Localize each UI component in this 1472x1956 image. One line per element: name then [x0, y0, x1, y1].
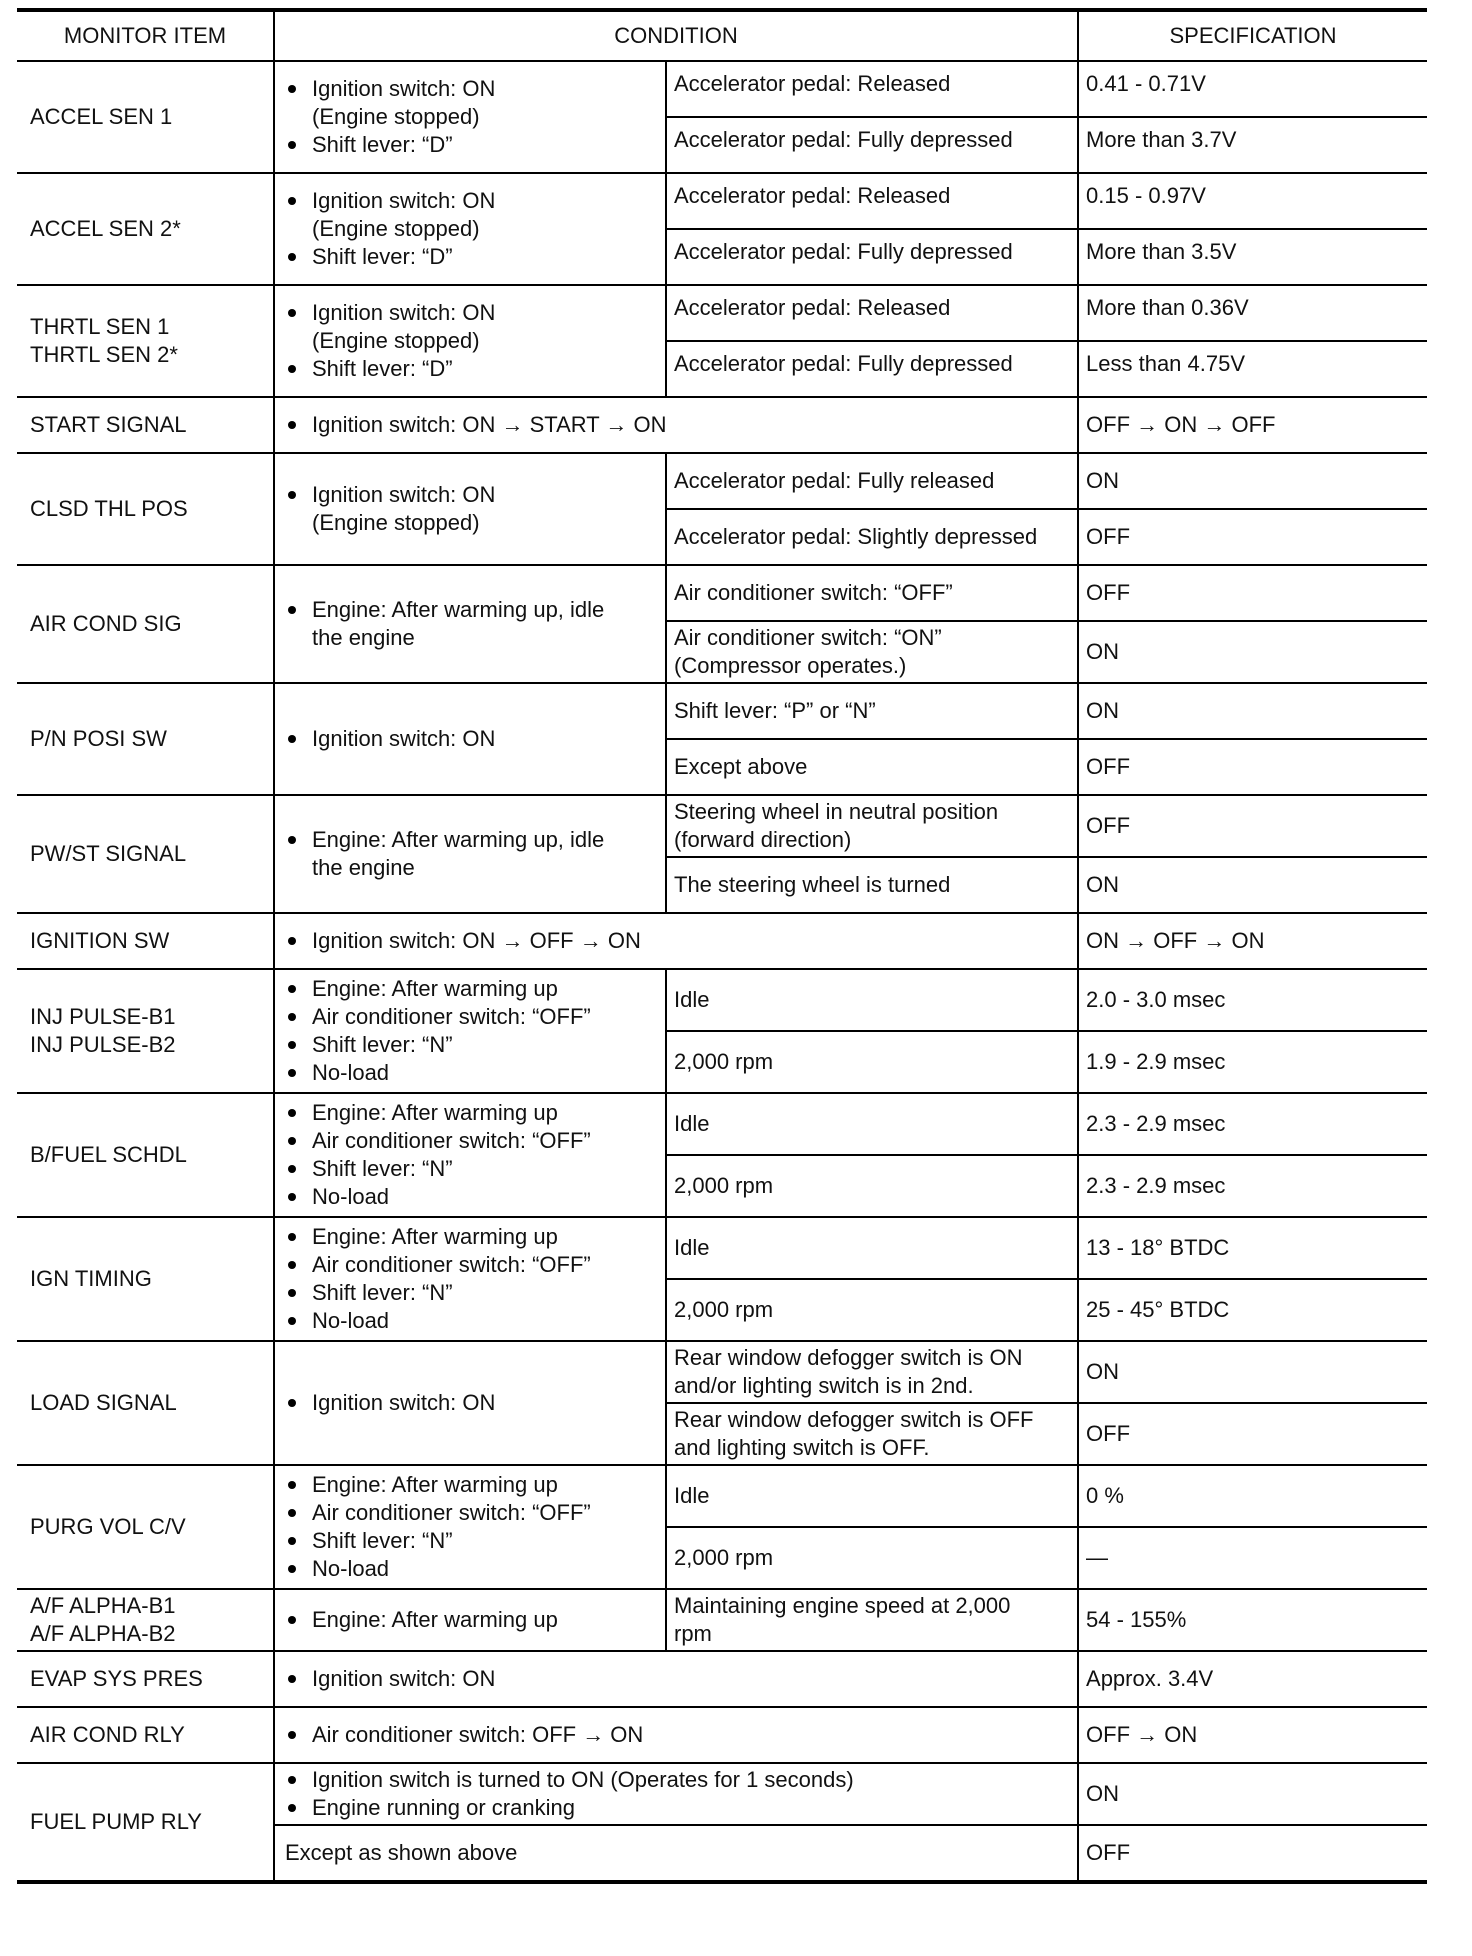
item-label: LOAD SIGNAL: [30, 1390, 177, 1415]
table-row: [17, 453, 1427, 509]
condition-text: (Engine stopped): [312, 104, 480, 129]
item-label: IGN TIMING: [30, 1266, 152, 1291]
monitor-item: [17, 1589, 274, 1651]
specification: 54 - 155%: [1078, 1589, 1427, 1651]
item-label: ACCEL SEN 2*: [30, 216, 181, 241]
condition-bullet: Ignition switch: ON → OFF → ON: [285, 927, 1069, 955]
monitor-item: [17, 453, 274, 565]
condition-cell: [274, 1825, 1078, 1882]
monitor-item: [17, 683, 274, 795]
sub-condition: Accelerator pedal: Fully depressed: [666, 229, 1078, 285]
table-row: [17, 1217, 1427, 1279]
condition-bullet: No-load: [285, 1555, 657, 1583]
monitor-item: [17, 1707, 274, 1763]
condition-cell: [274, 61, 666, 173]
item-label: AIR COND SIG: [30, 611, 182, 636]
sub-condition: [666, 1589, 1078, 1651]
sub-condition: Accelerator pedal: Released: [666, 61, 1078, 117]
specification: 1.9 - 2.9 msec: [1078, 1031, 1427, 1093]
specification: OFF: [1078, 795, 1427, 857]
monitor-item: [17, 173, 274, 285]
sub-condition-line: Steering wheel in neutral position: [674, 799, 999, 824]
condition-cell: [274, 969, 666, 1093]
table-row: [17, 1651, 1427, 1707]
sub-condition-line: (forward direction): [674, 827, 852, 852]
monitor-item: [17, 565, 274, 683]
item-label: THRTL SEN 1: [30, 314, 170, 339]
condition-bullet: Air conditioner switch: “OFF”: [285, 1003, 657, 1031]
sub-condition: Idle: [666, 969, 1078, 1031]
monitor-item: [17, 1465, 274, 1589]
condition-bullet: No-load: [285, 1183, 657, 1211]
sub-condition-line: and/or lighting switch is in 2nd.: [674, 1373, 974, 1398]
condition-cell: [274, 565, 666, 683]
condition-cell: [274, 1589, 666, 1651]
sub-condition-line: Rear window defogger switch is ON: [674, 1345, 1023, 1370]
condition-bullet: Air conditioner switch: “OFF”: [285, 1251, 657, 1279]
item-label: PURG VOL C/V: [30, 1514, 186, 1539]
specification: OFF → ON: [1078, 1707, 1427, 1763]
table-row: [17, 565, 1427, 621]
table-row: [17, 683, 1427, 739]
condition-bullet: Ignition switch: ON: [285, 1389, 657, 1417]
table-row: [17, 397, 1427, 453]
item-label: CLSD THL POS: [30, 496, 188, 521]
specification: 25 - 45° BTDC: [1078, 1279, 1427, 1341]
monitor-item: [17, 913, 274, 969]
condition-bullet: Air conditioner switch: OFF → ON: [285, 1721, 1069, 1749]
condition-bullet: Engine: After warming up: [285, 975, 657, 1003]
condition-cell: [274, 1651, 1078, 1707]
specification: Less than 4.75V: [1078, 341, 1427, 397]
condition-cell: [274, 1763, 1078, 1825]
condition-bullet: Ignition switch is turned to ON (Operates for 1 seconds): [285, 1766, 1069, 1794]
condition-cell: [274, 1093, 666, 1217]
specification: OFF: [1078, 1403, 1427, 1465]
condition-bullet: Ignition switch: ON → START → ON: [285, 411, 1069, 439]
specification: ON: [1078, 453, 1427, 509]
specification: More than 3.7V: [1078, 117, 1427, 173]
specification: ON: [1078, 1763, 1427, 1825]
condition-bullet: Ignition switch: ON: [285, 75, 657, 103]
condition-bullet: Air conditioner switch: “OFF”: [285, 1499, 657, 1527]
specification: OFF: [1078, 1825, 1427, 1882]
item-label: B/FUEL SCHDL: [30, 1142, 187, 1167]
sub-condition: [666, 795, 1078, 857]
specification: OFF: [1078, 739, 1427, 795]
item-label: PW/ST SIGNAL: [30, 841, 187, 866]
sub-condition: [666, 1341, 1078, 1403]
sub-condition-line: rpm: [674, 1621, 712, 1646]
condition-cell: [274, 1707, 1078, 1763]
specification: 13 - 18° BTDC: [1078, 1217, 1427, 1279]
sub-condition: Accelerator pedal: Released: [666, 173, 1078, 229]
sub-condition: Accelerator pedal: Fully depressed: [666, 117, 1078, 173]
sub-condition: Accelerator pedal: Slightly depressed: [666, 509, 1078, 565]
sub-condition: 2,000 rpm: [666, 1155, 1078, 1217]
condition-text: (Engine stopped): [312, 510, 480, 535]
sub-condition: 2,000 rpm: [666, 1527, 1078, 1589]
specification: ON: [1078, 683, 1427, 739]
sub-condition: 2,000 rpm: [666, 1279, 1078, 1341]
sub-condition: [666, 621, 1078, 683]
monitor-item: [17, 1093, 274, 1217]
condition-bullet: Engine: After warming up, idle: [285, 596, 657, 624]
condition-cell: [274, 1217, 666, 1341]
condition-bullet: Shift lever: “D”: [285, 243, 657, 271]
sub-condition: Idle: [666, 1465, 1078, 1527]
condition-text: (Engine stopped): [312, 216, 480, 241]
table-row: [17, 285, 1427, 341]
condition-bullet: Shift lever: “N”: [285, 1527, 657, 1555]
specification: ON: [1078, 621, 1427, 683]
monitor-item: [17, 1341, 274, 1465]
condition-bullet: Engine: After warming up: [285, 1606, 657, 1634]
item-label: A/F ALPHA-B1: [30, 1593, 176, 1618]
page: [17, 8, 1427, 1884]
table-row: [17, 1707, 1427, 1763]
item-label: IGNITION SW: [30, 928, 170, 953]
monitor-item: [17, 1763, 274, 1882]
table-row: [17, 1093, 1427, 1155]
condition-bullet: Shift lever: “D”: [285, 355, 657, 383]
monitor-item: [17, 285, 274, 397]
sub-condition: Air conditioner switch: “OFF”: [666, 565, 1078, 621]
sub-condition: Accelerator pedal: Fully released: [666, 453, 1078, 509]
table-row: [17, 1465, 1427, 1527]
monitor-item: [17, 1651, 274, 1707]
sub-condition: Except above: [666, 739, 1078, 795]
item-label: P/N POSI SW: [30, 726, 167, 751]
monitor-item: [17, 61, 274, 173]
item-label: START SIGNAL: [30, 412, 187, 437]
table-row: [17, 1763, 1427, 1825]
condition-cell: [274, 1341, 666, 1465]
item-label: FUEL PUMP RLY: [30, 1809, 202, 1834]
specification: 2.3 - 2.9 msec: [1078, 1093, 1427, 1155]
condition-bullet: Shift lever: “D”: [285, 131, 657, 159]
table-row: [17, 1341, 1427, 1403]
condition-text: (Engine stopped): [312, 328, 480, 353]
condition-cell: [274, 683, 666, 795]
specification: Approx. 3.4V: [1078, 1651, 1427, 1707]
condition-bullet: Shift lever: “N”: [285, 1155, 657, 1183]
sub-condition: 2,000 rpm: [666, 1031, 1078, 1093]
condition-bullet: Engine running or cranking: [285, 1794, 1069, 1822]
item-label: INJ PULSE-B2: [30, 1032, 176, 1057]
condition-bullet: Ignition switch: ON: [285, 481, 657, 509]
sub-condition: Idle: [666, 1093, 1078, 1155]
sub-condition: Idle: [666, 1217, 1078, 1279]
condition-cell: [274, 453, 666, 565]
specification: —: [1078, 1527, 1427, 1589]
condition-cell: [274, 795, 666, 913]
specification: 2.3 - 2.9 msec: [1078, 1155, 1427, 1217]
condition-cell: [274, 913, 1078, 969]
item-label: AIR COND RLY: [30, 1722, 185, 1747]
specification: OFF: [1078, 509, 1427, 565]
condition-bullet: Ignition switch: ON: [285, 187, 657, 215]
header-specification: SPECIFICATION: [1078, 10, 1427, 61]
table-row: [17, 795, 1427, 857]
condition-bullet: Ignition switch: ON: [285, 1665, 1069, 1693]
item-label: INJ PULSE-B1: [30, 1004, 176, 1029]
specification: ON: [1078, 1341, 1427, 1403]
table-row: [17, 1589, 1427, 1651]
condition-bullet: Ignition switch: ON: [285, 725, 657, 753]
monitor-item: [17, 969, 274, 1093]
table-row: [17, 969, 1427, 1031]
sub-condition: Shift lever: “P” or “N”: [666, 683, 1078, 739]
sub-condition: Accelerator pedal: Released: [666, 285, 1078, 341]
monitor-spec-table: [17, 8, 1427, 1884]
condition-bullet: Engine: After warming up, idle: [285, 826, 657, 854]
condition-bullet: Ignition switch: ON: [285, 299, 657, 327]
specification: OFF → ON → OFF: [1078, 397, 1427, 453]
condition-text: the engine: [312, 625, 415, 650]
sub-condition-line: Air conditioner switch: “ON”: [674, 625, 942, 650]
monitor-item: [17, 397, 274, 453]
monitor-item: [17, 1217, 274, 1341]
condition-text: the engine: [312, 855, 415, 880]
condition-cell: [274, 173, 666, 285]
item-label: THRTL SEN 2*: [30, 342, 178, 367]
specification: 2.0 - 3.0 msec: [1078, 969, 1427, 1031]
condition-bullet: Air conditioner switch: “OFF”: [285, 1127, 657, 1155]
condition-bullet: Engine: After warming up: [285, 1223, 657, 1251]
header-row: [17, 10, 1427, 61]
table-row: [17, 173, 1427, 229]
sub-condition: Accelerator pedal: Fully depressed: [666, 341, 1078, 397]
sub-condition-line: Rear window defogger switch is OFF: [674, 1407, 1034, 1432]
header-condition: CONDITION: [274, 10, 1078, 61]
monitor-item: [17, 795, 274, 913]
item-label: A/F ALPHA-B2: [30, 1621, 176, 1646]
condition-bullet: No-load: [285, 1307, 657, 1335]
condition-bullet: Engine: After warming up: [285, 1099, 657, 1127]
item-label: EVAP SYS PRES: [30, 1666, 203, 1691]
sub-condition-line: Maintaining engine speed at 2,000: [674, 1593, 1011, 1618]
specification: 0.15 - 0.97V: [1078, 173, 1427, 229]
sub-condition: The steering wheel is turned: [666, 857, 1078, 913]
table-row: [17, 913, 1427, 969]
condition-text: Except as shown above: [285, 1840, 518, 1865]
specification: ON → OFF → ON: [1078, 913, 1427, 969]
specification: 0.41 - 0.71V: [1078, 61, 1427, 117]
condition-cell: [274, 1465, 666, 1589]
sub-condition-line: (Compressor operates.): [674, 653, 907, 678]
condition-bullet: Shift lever: “N”: [285, 1031, 657, 1059]
specification: OFF: [1078, 565, 1427, 621]
specification: More than 0.36V: [1078, 285, 1427, 341]
condition-bullet: No-load: [285, 1059, 657, 1087]
sub-condition: [666, 1403, 1078, 1465]
condition-bullet: Engine: After warming up: [285, 1471, 657, 1499]
table-row: [17, 61, 1427, 117]
condition-cell: [274, 397, 1078, 453]
condition-cell: [274, 285, 666, 397]
condition-bullet: Shift lever: “N”: [285, 1279, 657, 1307]
item-label: ACCEL SEN 1: [30, 104, 173, 129]
specification: ON: [1078, 857, 1427, 913]
sub-condition-line: and lighting switch is OFF.: [674, 1435, 930, 1460]
header-monitor-item: MONITOR ITEM: [17, 10, 274, 61]
specification: More than 3.5V: [1078, 229, 1427, 285]
specification: 0 %: [1078, 1465, 1427, 1527]
